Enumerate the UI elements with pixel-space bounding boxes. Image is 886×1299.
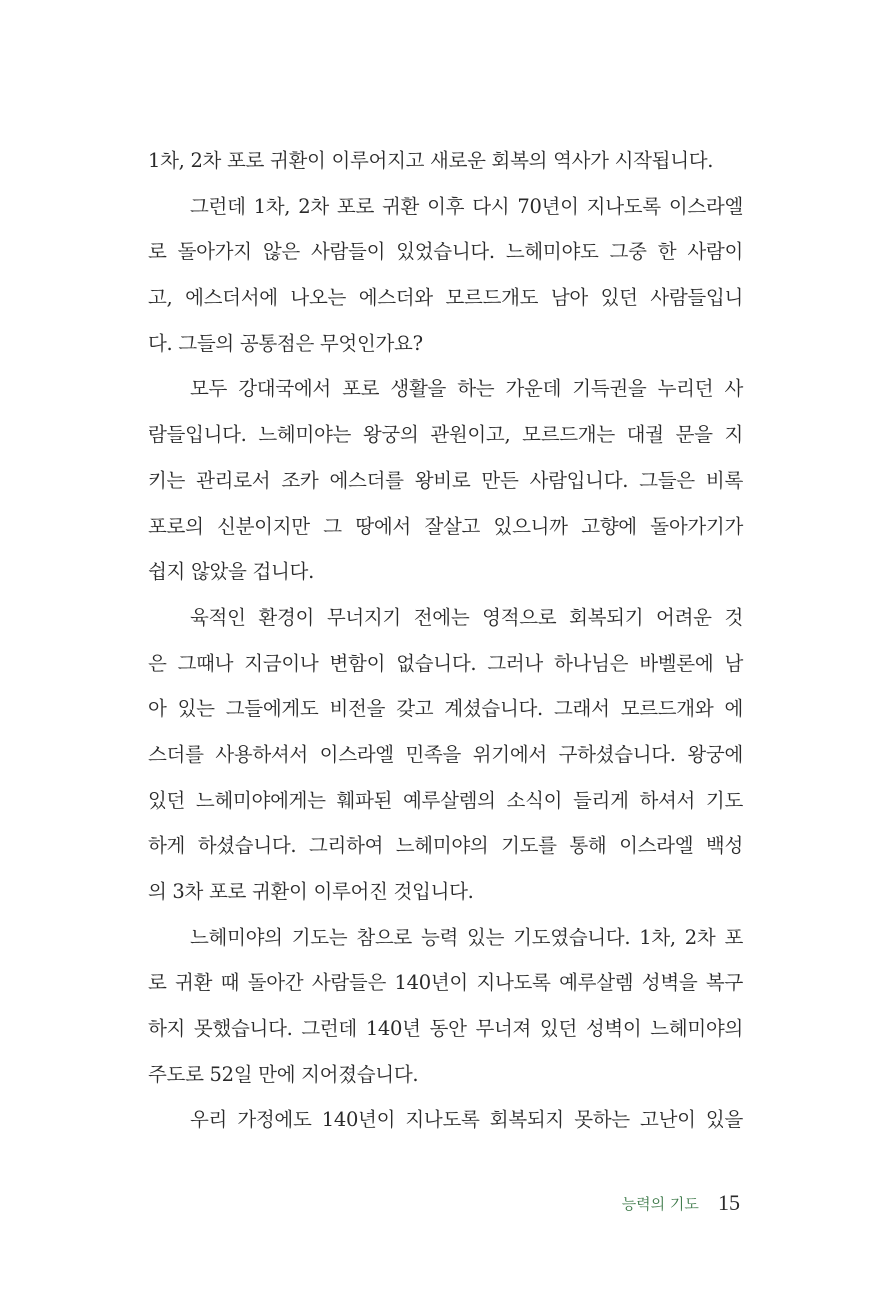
paragraph-start-line: 모두 강대국에서 포로 생활을 하는 가운데 기득권을 누리던 사 xyxy=(190,377,743,401)
paragraph-start-line: 육적인 환경이 무너지기 전에는 영적으로 회복되기 어려운 것 xyxy=(190,605,743,629)
text-line: 주도로 52일 만에 지어졌습니다. xyxy=(148,1062,419,1086)
text-line: 로 귀환 때 돌아간 사람들은 140년이 지나도록 예루살렘 성벽을 복구 xyxy=(148,971,743,995)
paragraph-start-line: 우리 가정에도 140년이 지나도록 회복되지 못하는 고난이 있을 xyxy=(190,1108,743,1132)
paragraph-start-line: 느헤미야의 기도는 참으로 능력 있는 기도였습니다. 1차, 2차 포 xyxy=(190,925,743,949)
text-line: 다. 그들의 공통점은 무엇인가요? xyxy=(148,331,423,355)
text-line: 하게 하셨습니다. 그리하여 느헤미야의 기도를 통해 이스라엘 백성 xyxy=(148,834,743,858)
text-line: 아 있는 그들에게도 비전을 갖고 계셨습니다. 그래서 모르드개와 에 xyxy=(148,697,743,721)
paragraph-start-line: 그런데 1차, 2차 포로 귀환 이후 다시 70년이 지나도록 이스라엘 xyxy=(190,194,743,218)
text-line: 있던 느헤미야에게는 훼파된 예루살렘의 소식이 들리게 하셔서 기도 xyxy=(148,788,743,812)
text-line: 의 3차 포로 귀환이 이루어진 것입니다. xyxy=(148,880,474,903)
page-footer xyxy=(0,1190,740,1220)
text-line: 쉽지 않았을 겁니다. xyxy=(148,560,314,584)
text-line: 키는 관리로서 조카 에스더를 왕비로 만든 사람입니다. 그들은 비록 xyxy=(148,468,743,492)
text-line: 로 돌아가지 않은 사람들이 있었습니다. 느헤미야도 그중 한 사람이 xyxy=(148,240,743,264)
text-line: 고, 에스더서에 나오는 에스더와 모르드개도 남아 있던 사람들입니 xyxy=(148,286,743,310)
text-line: 람들입니다. 느헤미야는 왕궁의 관원이고, 모르드개는 대궐 문을 지 xyxy=(148,423,743,447)
text-line: 스더를 사용하셔서 이스라엘 민족을 위기에서 구하셨습니다. 왕궁에 xyxy=(148,742,743,766)
text-line: 1차, 2차 포로 귀환이 이루어지고 새로운 회복의 역사가 시작됩니다. xyxy=(148,149,714,172)
body-text xyxy=(148,138,743,1143)
text-line: 하지 못했습니다. 그런데 140년 동안 무너져 있던 성벽이 느헤미야의 xyxy=(148,1017,743,1041)
text-line: 포로의 신분이지만 그 땅에서 잘살고 있으니까 고향에 돌아가기가 xyxy=(148,514,743,538)
running-title: 능력의 기도 xyxy=(621,1194,699,1213)
text-line: 은 그때나 지금이나 변함이 없습니다. 그러나 하나님은 바벨론에 남 xyxy=(148,651,743,675)
page-number: 15 xyxy=(718,1190,740,1215)
